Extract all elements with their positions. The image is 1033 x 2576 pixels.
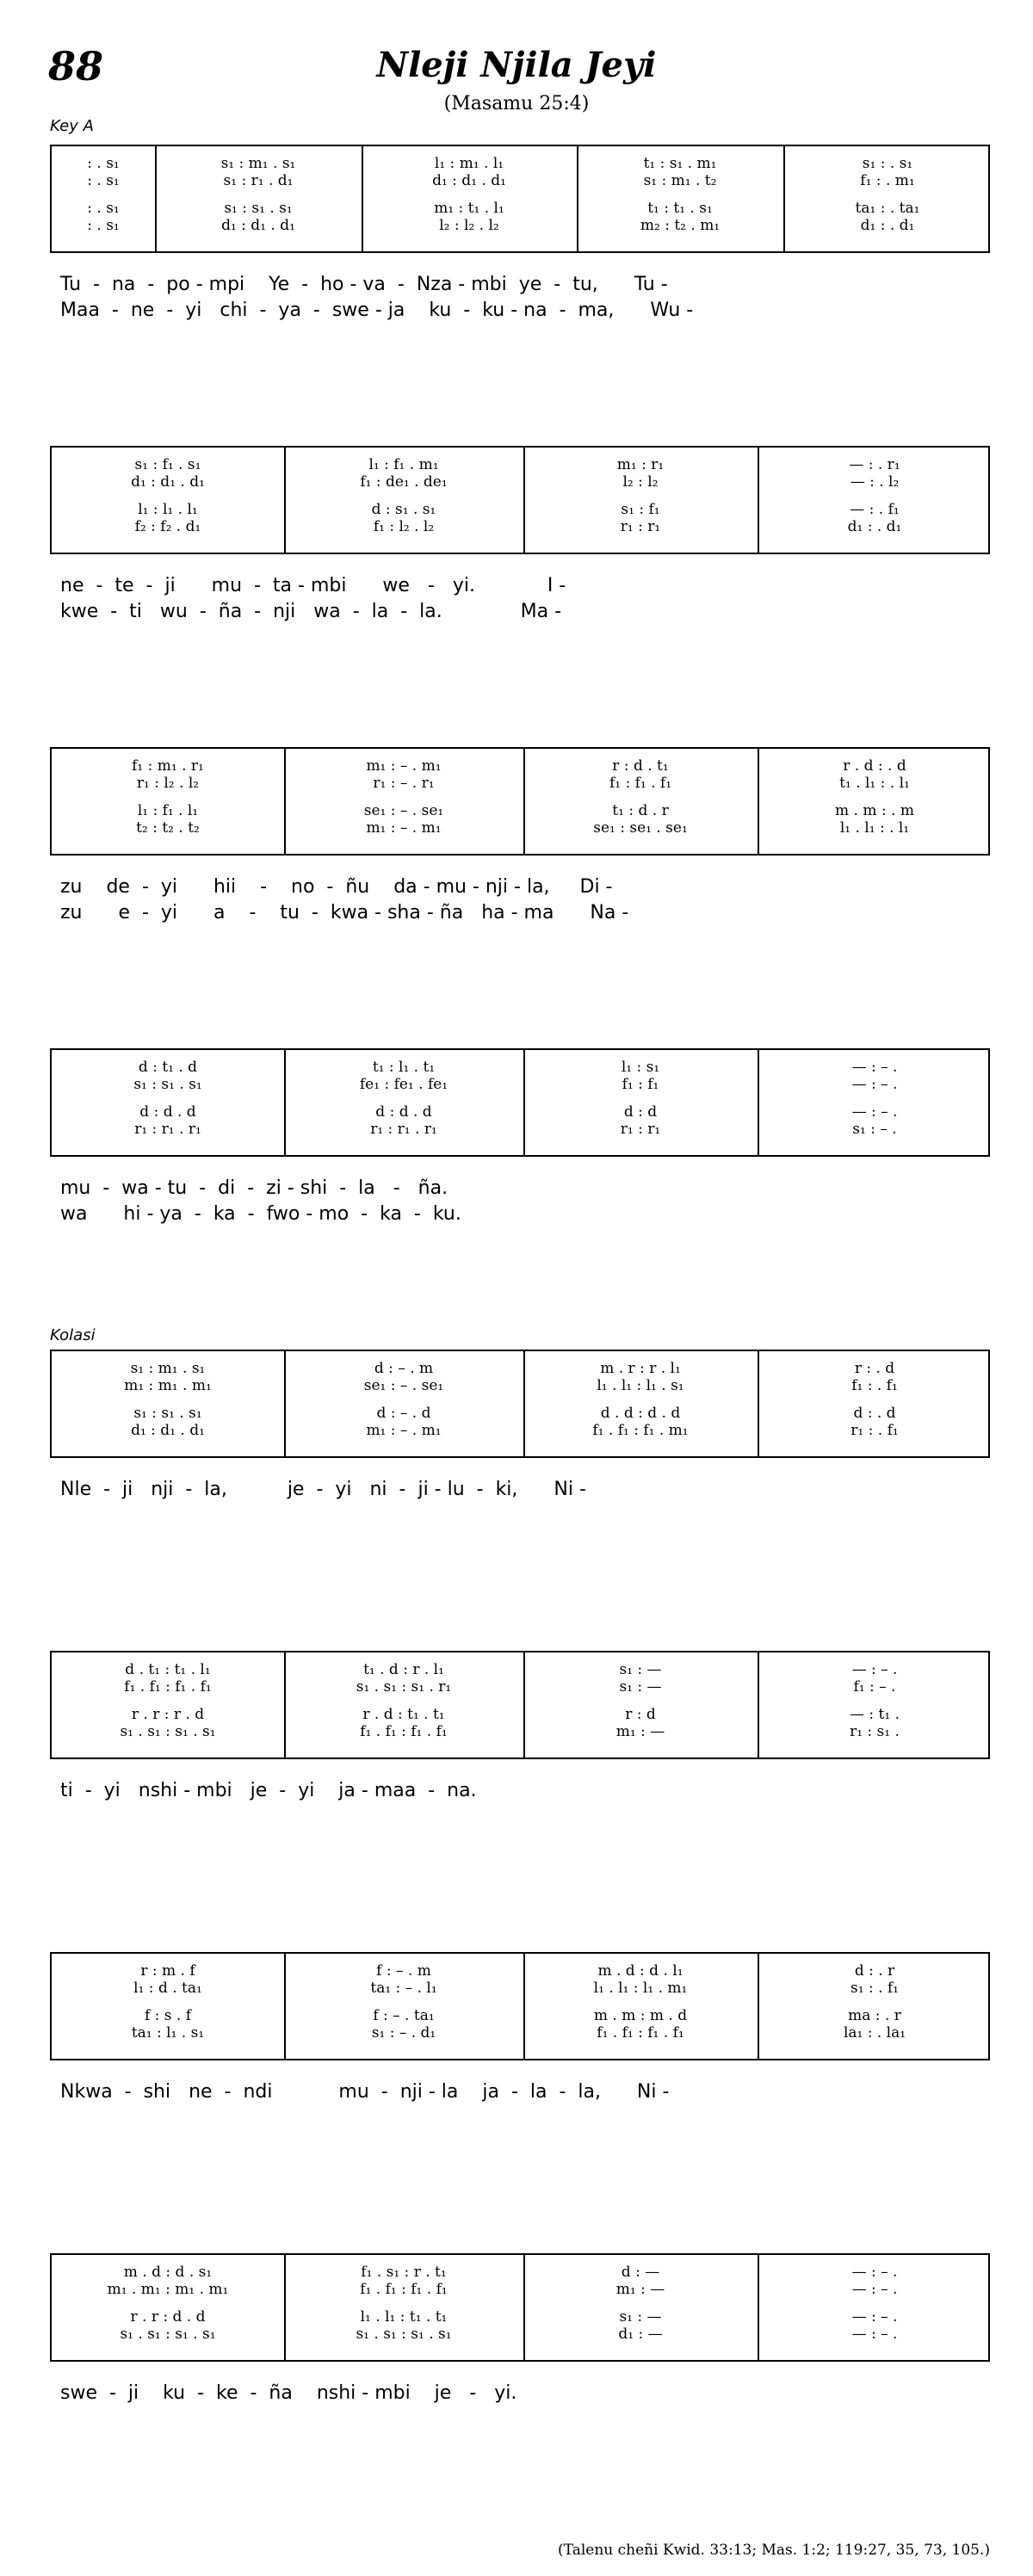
bar-line <box>758 1050 759 1155</box>
lyric-line: Maa - ne - yi chi - ya - swe - ja ku - ku - na - ma, Wu - <box>60 300 694 321</box>
solfa-notes: d₁ : . d₁ <box>860 217 915 234</box>
solfa-notes: : . s₁ <box>87 155 120 172</box>
staff-system <box>50 1350 990 1458</box>
solfa-notes: f : – . m <box>376 1962 431 1980</box>
solfa-notes: s₁ : s₁ . s₁ <box>133 1405 202 1422</box>
solfa-notes: t₁ : t₁ . s₁ <box>647 200 713 217</box>
solfa-notes: r . d : t₁ . t₁ <box>362 1706 445 1723</box>
solfa-notes: d : d . d <box>139 1103 196 1121</box>
solfa-notes: m₂ : t₂ . m₁ <box>640 217 721 234</box>
solfa-notes: ma : . r <box>848 2007 901 2024</box>
solfa-notes: m₁ : r₁ <box>616 456 665 473</box>
solfa-notes: ta₁ : l₁ . s₁ <box>131 2024 205 2042</box>
solfa-notes: r . r : r . d <box>131 1706 205 1723</box>
solfa-notes: s₁ : f₁ . s₁ <box>134 456 201 473</box>
bar-line <box>284 1652 286 1757</box>
bar-line <box>284 2255 286 2360</box>
lyric-line: zu de - yi hii - no - ñu da - mu - nji - la, Di - <box>60 876 613 898</box>
solfa-notes: r . d : . d <box>843 757 906 775</box>
solfa-notes: ta₁ : . ta₁ <box>855 200 920 217</box>
solfa-notes: l₁ . l₁ : t₁ . t₁ <box>360 2308 448 2326</box>
solfa-notes: r : d . t₁ <box>612 757 669 775</box>
solfa-notes: s₁ : r₁ . d₁ <box>223 172 294 189</box>
solfa-notes: — : . r₁ <box>849 456 900 473</box>
staff-system <box>50 747 990 856</box>
solfa-notes: — : t₁ . <box>850 1706 900 1723</box>
solfa-notes: r . r : d . d <box>130 2308 206 2326</box>
solfa-notes: f₁ . f₁ : f₁ . f₁ <box>597 2024 684 2042</box>
solfa-notes: d : — <box>621 2264 660 2281</box>
solfa-notes: s₁ . s₁ : s₁ . s₁ <box>120 2326 216 2343</box>
solfa-notes: l₁ : l₁ . l₁ <box>138 501 198 518</box>
solfa-notes: s₁ : . s₁ <box>862 155 913 172</box>
solfa-notes: m . m : m . d <box>593 2007 688 2024</box>
bar-line <box>577 146 578 251</box>
solfa-notes: se₁ : se₁ . se₁ <box>593 819 688 837</box>
staff-system <box>50 145 990 253</box>
hymn-number: 88 <box>48 43 104 90</box>
solfa-notes: f : s . f <box>144 2007 192 2024</box>
solfa-notes: t₁ . l₁ : . l₁ <box>839 775 910 792</box>
hymn-subtitle: (Masamu 25:4) <box>443 93 590 114</box>
solfa-notes: r₁ : . f₁ <box>851 1422 899 1439</box>
lyric-line: Tu - na - po - mpi Ye - ho - va - Nza - mbi ye - tu, Tu - <box>60 274 668 295</box>
hymn-title: Nleji Njila Jeyi <box>376 45 657 85</box>
solfa-notes: t₁ . d : r . l₁ <box>363 1661 444 1678</box>
solfa-notes: f₁ : – . <box>853 1678 896 1696</box>
bar-line <box>523 1351 525 1456</box>
lyric-line: ne - te - ji mu - ta - mbi we - yi. I - <box>60 575 566 596</box>
solfa-notes: d₁ : . d₁ <box>847 518 902 535</box>
solfa-notes: m₁ : — <box>615 1723 665 1740</box>
solfa-notes: d . t₁ : t₁ . l₁ <box>125 1661 211 1678</box>
lyric-line: zu e - yi a - tu - kwa - sha - ña ha - ma Na - <box>60 902 629 924</box>
solfa-notes: s₁ : — <box>619 1661 662 1678</box>
staff-system <box>50 1651 990 1759</box>
bar-line <box>523 1954 525 2059</box>
solfa-notes: f₁ : m₁ . r₁ <box>132 757 204 775</box>
solfa-notes: m₁ : m₁ . m₁ <box>124 1377 212 1394</box>
staff-system <box>50 2253 990 2362</box>
solfa-notes: d : . r <box>854 1962 895 1980</box>
solfa-notes: t₁ : l₁ . t₁ <box>372 1059 436 1076</box>
staff-system <box>50 1048 990 1157</box>
bar-line <box>523 2255 525 2360</box>
solfa-notes: d : s₁ . s₁ <box>371 501 436 518</box>
solfa-notes: l₁ : m₁ . l₁ <box>434 155 504 172</box>
solfa-notes: — : . f₁ <box>850 501 900 518</box>
solfa-notes: t₁ : d . r <box>612 802 669 819</box>
bar-line <box>284 448 286 553</box>
solfa-notes: — : – . <box>851 2308 898 2326</box>
solfa-notes: s₁ : m₁ . s₁ <box>130 1360 206 1377</box>
key-signature: Key A <box>50 117 94 135</box>
solfa-notes: r₁ : r₁ . r₁ <box>134 1121 201 1138</box>
chorus-label: Kolasi <box>50 1326 96 1344</box>
solfa-notes: f₁ . f₁ : f₁ . f₁ <box>360 2281 448 2298</box>
solfa-notes: se₁ : – . se₁ <box>363 1377 444 1394</box>
solfa-notes: — : – . <box>851 1661 898 1678</box>
solfa-notes: f₁ . f₁ : f₁ . m₁ <box>592 1422 689 1439</box>
lyric-line: kwe - ti wu - ña - nji wa - la - la. Ma - <box>60 601 562 622</box>
lyric-line: Nkwa - shi ne - ndi mu - nji - la ja - la - la, Ni - <box>60 2081 670 2103</box>
solfa-notes: s₁ : m₁ . s₁ <box>220 155 296 172</box>
solfa-notes: s₁ : — <box>619 2308 662 2326</box>
solfa-notes: la₁ : . la₁ <box>843 2024 906 2042</box>
solfa-notes: f₁ : . f₁ <box>851 1377 898 1394</box>
solfa-notes: l₁ : s₁ <box>621 1059 660 1076</box>
solfa-notes: m . d : d . s₁ <box>123 2264 213 2281</box>
solfa-notes: d : . d <box>853 1405 896 1422</box>
solfa-notes: f₂ : f₂ . d₁ <box>134 518 201 535</box>
solfa-notes: — : – . <box>851 2281 898 2298</box>
solfa-notes: : . s₁ <box>87 217 120 234</box>
solfa-notes: s₁ . s₁ : s₁ . s₁ <box>120 1723 216 1740</box>
solfa-notes: m₁ . m₁ : m₁ . m₁ <box>107 2281 229 2298</box>
solfa-notes: r₁ : – . r₁ <box>373 775 435 792</box>
bar-line <box>155 146 157 251</box>
solfa-notes: r : . d <box>854 1360 895 1377</box>
solfa-notes: s₁ . s₁ : s₁ . s₁ <box>356 2326 452 2343</box>
bar-line <box>523 1050 525 1155</box>
footer-references: (Talenu cheñi Kwid. 33:13; Mas. 1:2; 119:27, 35, 73, 105.) <box>558 2542 990 2559</box>
solfa-notes: l₁ : d . ta₁ <box>133 1980 202 1997</box>
staff-system <box>50 446 990 554</box>
bar-line <box>284 1351 286 1456</box>
solfa-notes: m₁ : – . m₁ <box>366 1422 442 1439</box>
solfa-notes: m₁ : – . m₁ <box>366 757 442 775</box>
solfa-notes: l₂ : l₂ <box>622 473 659 491</box>
bar-line <box>284 1050 286 1155</box>
bar-line <box>758 1652 759 1757</box>
solfa-notes: d : d . d <box>375 1103 432 1121</box>
solfa-notes: f₁ : l₂ . l₂ <box>373 518 435 535</box>
solfa-notes: m₁ : t₁ . l₁ <box>434 200 504 217</box>
solfa-notes: r₁ : r₁ <box>620 518 661 535</box>
bar-line <box>362 146 363 251</box>
bar-line <box>758 1954 759 2059</box>
solfa-notes: f₁ . s₁ : r . t₁ <box>361 2264 447 2281</box>
solfa-notes: s₁ : — <box>619 1678 662 1696</box>
solfa-notes: l₁ . l₁ : l₁ . s₁ <box>597 1377 684 1394</box>
solfa-notes: s₁ : . f₁ <box>851 1980 899 1997</box>
solfa-notes: ta₁ : – . l₁ <box>370 1980 437 1997</box>
solfa-notes: d : t₁ . d <box>138 1059 198 1076</box>
solfa-notes: r : m . f <box>140 1962 195 1980</box>
solfa-notes: f₁ : f₁ <box>622 1076 659 1093</box>
solfa-notes: r₁ : r₁ <box>620 1121 661 1138</box>
solfa-notes: l₂ : l₂ . l₂ <box>439 217 499 234</box>
solfa-notes: d₁ : d₁ . d₁ <box>221 217 295 234</box>
solfa-notes: l₁ : f₁ . l₁ <box>137 802 199 819</box>
lyric-line: swe - ji ku - ke - ña nshi - mbi je - yi. <box>60 2382 517 2404</box>
solfa-notes: d₁ : d₁ . d₁ <box>131 1422 205 1439</box>
lyric-line: ti - yi nshi - mbi je - yi ja - maa - na. <box>60 1780 477 1801</box>
bar-line <box>783 146 785 251</box>
bar-line <box>284 749 286 854</box>
solfa-notes: s₁ : – . d₁ <box>371 2024 436 2042</box>
solfa-notes: s₁ : – . <box>852 1121 897 1138</box>
solfa-notes: f₁ : de₁ . de₁ <box>360 473 448 491</box>
solfa-notes: d₁ : — <box>618 2326 663 2343</box>
solfa-notes: s₁ : s₁ . s₁ <box>133 1076 202 1093</box>
bar-line <box>523 1652 525 1757</box>
solfa-notes: l₁ . l₁ : . l₁ <box>839 819 910 837</box>
solfa-notes: : . s₁ <box>87 172 120 189</box>
solfa-notes: fe₁ : fe₁ . fe₁ <box>359 1076 448 1093</box>
solfa-notes: se₁ : – . se₁ <box>363 802 444 819</box>
bar-line <box>758 448 759 553</box>
solfa-notes: l₁ . l₁ : l₁ . m₁ <box>593 1980 688 1997</box>
solfa-notes: d : – . m <box>374 1360 434 1377</box>
solfa-notes: — : – . <box>851 1059 898 1076</box>
bar-line <box>758 1351 759 1456</box>
bar-line <box>284 1954 286 2059</box>
solfa-notes: — : – . <box>851 1103 898 1121</box>
solfa-notes: f : – . ta₁ <box>373 2007 435 2024</box>
solfa-notes: d₁ : d₁ . d₁ <box>131 473 205 491</box>
solfa-notes: t₂ : t₂ . t₂ <box>136 819 200 837</box>
solfa-notes: r₁ : s₁ . <box>850 1723 900 1740</box>
solfa-notes: t₁ : s₁ . m₁ <box>643 155 717 172</box>
solfa-notes: r₁ : l₂ . l₂ <box>136 775 200 792</box>
solfa-notes: m . r : r . l₁ <box>600 1360 681 1377</box>
bar-line <box>523 448 525 553</box>
bar-line <box>758 2255 759 2360</box>
solfa-notes: r₁ : r₁ . r₁ <box>370 1121 437 1138</box>
solfa-notes: f₁ . f₁ : f₁ . f₁ <box>360 1723 448 1740</box>
solfa-notes: s₁ : m₁ . t₂ <box>643 172 717 189</box>
solfa-notes: — : – . <box>851 1076 898 1093</box>
solfa-notes: m . d : d . l₁ <box>597 1962 684 1980</box>
bar-line <box>523 749 525 854</box>
solfa-notes: s₁ : f₁ <box>621 501 660 518</box>
solfa-notes: f₁ . f₁ : f₁ . f₁ <box>124 1678 212 1696</box>
solfa-notes: — : – . <box>851 2326 898 2343</box>
solfa-notes: f₁ : . m₁ <box>860 172 915 189</box>
solfa-notes: m₁ : — <box>615 2281 665 2298</box>
solfa-notes: m . m : . m <box>835 802 914 819</box>
solfa-notes: : . s₁ <box>87 200 120 217</box>
solfa-notes: d₁ : d₁ . d₁ <box>432 172 506 189</box>
solfa-notes: l₁ : f₁ . m₁ <box>368 456 439 473</box>
solfa-notes: d : d <box>623 1103 658 1121</box>
solfa-notes: s₁ : s₁ . s₁ <box>224 200 293 217</box>
lyric-line: Nle - ji nji - la, je - yi ni - ji - lu - ki, Ni - <box>60 1479 586 1500</box>
solfa-notes: f₁ : f₁ . f₁ <box>609 775 672 792</box>
bar-line <box>758 749 759 854</box>
solfa-notes: — : . l₂ <box>850 473 900 491</box>
solfa-notes: m₁ : – . m₁ <box>366 819 442 837</box>
solfa-notes: r : d <box>625 1706 656 1723</box>
solfa-notes: d : – . d <box>376 1405 431 1422</box>
staff-system <box>50 1952 990 2060</box>
lyric-line: wa hi - ya - ka - fwo - mo - ka - ku. <box>60 1203 461 1225</box>
lyric-line: mu - wa - tu - di - zi - shi - la - ña. <box>60 1177 448 1199</box>
solfa-notes: d . d : d . d <box>600 1405 681 1422</box>
solfa-notes: — : – . <box>851 2264 898 2281</box>
solfa-notes: s₁ . s₁ : s₁ . r₁ <box>356 1678 452 1696</box>
